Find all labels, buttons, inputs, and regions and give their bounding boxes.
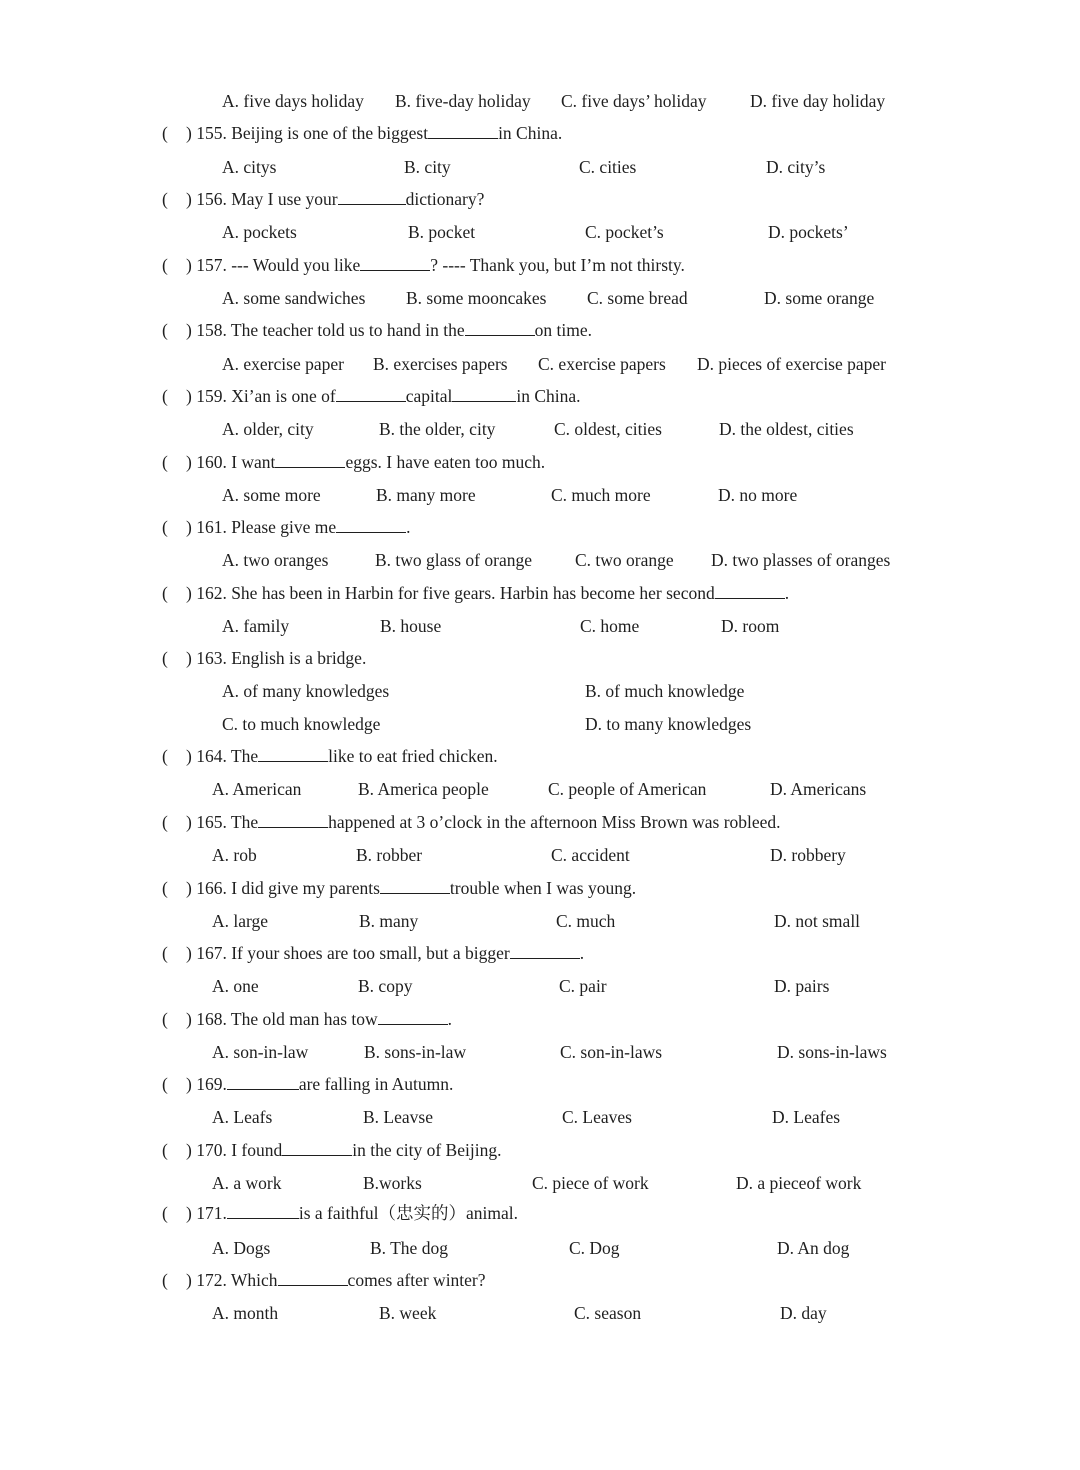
q158-stem: ) 158. The teacher told us to hand in the on time.: [186, 320, 592, 340]
q169-option-b: B. Leavse: [363, 1107, 433, 1127]
q161-option-b: B. two glass of orange: [375, 550, 532, 570]
q160-option-c: C. much more: [551, 485, 651, 505]
q157-option-c: C. some bread: [587, 288, 688, 308]
answer-blank[interactable]: [227, 1203, 299, 1219]
q161-option-a: A. two oranges: [222, 550, 329, 570]
q172-answer-paren[interactable]: (: [162, 1270, 168, 1290]
q167-option-b: B. copy: [358, 976, 413, 996]
q159-option-c: C. oldest, cities: [554, 419, 662, 439]
q156-option-c: C. pocket’s: [585, 222, 664, 242]
q167-stem: ) 167. If your shoes are too small, but a bigger .: [186, 943, 585, 963]
answer-blank[interactable]: [258, 812, 328, 828]
q169-option-d: D. Leafes: [772, 1107, 841, 1127]
q168-option-d: D. sons-in-laws: [777, 1042, 887, 1062]
q157-answer-paren[interactable]: (: [162, 255, 168, 275]
q170-option-c: C. piece of work: [532, 1173, 649, 1193]
q163-option-d: D. to many knowledges: [585, 714, 752, 734]
q157-option-d: D. some orange: [764, 288, 875, 308]
q164-answer-paren[interactable]: (: [162, 746, 168, 766]
q171-option-a: A. Dogs: [212, 1238, 271, 1258]
q165-option-d: D. robbery: [770, 845, 846, 865]
q172-option-c: C. season: [574, 1303, 642, 1323]
q154-option-b: B. five-day holiday: [395, 91, 531, 111]
answer-blank[interactable]: [275, 452, 345, 468]
q160-option-b: B. many more: [376, 485, 476, 505]
q172-option-d: D. day: [780, 1303, 827, 1323]
q171-option-b: B. The dog: [370, 1238, 448, 1258]
q166-option-a: A. large: [212, 911, 269, 931]
q167-answer-paren[interactable]: (: [162, 943, 168, 963]
answer-blank[interactable]: [428, 123, 498, 139]
answer-blank[interactable]: [510, 943, 580, 959]
q157-option-a: A. some sandwiches: [222, 288, 366, 308]
q162-option-b: B. house: [380, 616, 442, 636]
q155-option-c: C. cities: [579, 157, 637, 177]
q164-option-d: D. Americans: [770, 779, 867, 799]
answer-blank[interactable]: [282, 1140, 352, 1156]
q170-option-b: B.works: [363, 1173, 422, 1193]
q166-option-b: B. many: [359, 911, 419, 931]
q166-answer-paren[interactable]: (: [162, 878, 168, 898]
q164-option-c: C. people of American: [548, 779, 707, 799]
q160-answer-paren[interactable]: (: [162, 452, 168, 472]
q159-stem: ) 159. Xi’an is one of capital in China.: [186, 386, 581, 406]
q158-option-b: B. exercises papers: [373, 354, 508, 374]
q159-option-d: D. the oldest, cities: [719, 419, 854, 439]
q168-option-c: C. son-in-laws: [560, 1042, 663, 1062]
q162-stem: ) 162. She has been in Harbin for five gears. Harbin has become her second .: [186, 583, 790, 603]
q171-option-d: D. An dog: [777, 1238, 850, 1258]
q159-option-b: B. the older, city: [379, 419, 496, 439]
q158-option-c: C. exercise papers: [538, 354, 666, 374]
q168-option-a: A. son-in-law: [212, 1042, 309, 1062]
q167-option-c: C. pair: [559, 976, 607, 996]
q169-stem: ) 169. are falling in Autumn.: [186, 1074, 454, 1094]
q172-stem: ) 172. Which comes after winter?: [186, 1270, 486, 1290]
q160-option-d: D. no more: [718, 485, 798, 505]
q170-option-d: D. a pieceof work: [736, 1173, 862, 1193]
q157-option-b: B. some mooncakes: [406, 288, 547, 308]
answer-blank[interactable]: [360, 255, 430, 271]
q155-answer-paren[interactable]: (: [162, 123, 168, 143]
q155-option-a: A. citys: [222, 157, 277, 177]
q155-option-d: D. city’s: [766, 157, 826, 177]
q162-answer-paren[interactable]: (: [162, 583, 168, 603]
q162-option-c: C. home: [580, 616, 640, 636]
answer-blank[interactable]: [278, 1270, 348, 1286]
q156-answer-paren[interactable]: (: [162, 189, 168, 209]
q161-option-c: C. two orange: [575, 550, 674, 570]
answer-blank[interactable]: [227, 1074, 299, 1090]
answer-blank[interactable]: [380, 878, 450, 894]
q170-stem: ) 170. I found in the city of Beijing.: [186, 1140, 502, 1160]
q165-option-a: A. rob: [212, 845, 257, 865]
q167-option-a: A. one: [212, 976, 259, 996]
q164-stem: ) 164. The like to eat fried chicken.: [186, 746, 498, 766]
answer-blank[interactable]: [336, 517, 406, 533]
q169-option-c: C. Leaves: [562, 1107, 632, 1127]
q163-option-a: A. of many knowledges: [222, 681, 390, 701]
q161-stem: ) 161. Please give me .: [186, 517, 411, 537]
q160-option-a: A. some more: [222, 485, 321, 505]
q161-answer-paren[interactable]: (: [162, 517, 168, 537]
answer-blank[interactable]: [336, 386, 406, 402]
q155-option-b: B. city: [404, 157, 451, 177]
q154-option-a: A. five days holiday: [222, 91, 364, 111]
q166-option-c: C. much: [556, 911, 616, 931]
q170-option-a: A. a work: [212, 1173, 282, 1193]
q163-stem: ) 163. English is a bridge.: [186, 648, 367, 668]
q161-option-d: D. two plasses of oranges: [711, 550, 891, 570]
q172-option-b: B. week: [379, 1303, 437, 1323]
answer-blank[interactable]: [378, 1009, 448, 1025]
q156-option-d: D. pockets’: [768, 222, 849, 242]
q165-option-c: C. accident: [551, 845, 630, 865]
q166-stem: ) 166. I did give my parents trouble when I was young.: [186, 878, 637, 898]
answer-blank[interactable]: [465, 320, 535, 336]
answer-blank[interactable]: [258, 746, 328, 762]
q158-option-a: A. exercise paper: [222, 354, 344, 374]
q162-option-a: A. family: [222, 616, 290, 636]
q171-stem: ) 171. is a faithful（忠实的）animal.: [186, 1203, 519, 1223]
q171-option-c: C. Dog: [569, 1238, 620, 1258]
q168-option-b: B. sons-in-law: [364, 1042, 467, 1062]
q159-answer-paren[interactable]: (: [162, 386, 168, 406]
q168-stem: ) 168. The old man has tow .: [186, 1009, 453, 1029]
q166-option-d: D. not small: [774, 911, 861, 931]
q163-answer-paren[interactable]: (: [162, 648, 168, 668]
q167-option-d: D. pairs: [774, 976, 830, 996]
q165-stem: ) 165. The happened at 3 o’clock in the afternoon Miss Brown was robleed.: [186, 812, 781, 832]
q170-answer-paren[interactable]: (: [162, 1140, 168, 1160]
q163-option-c: C. to much knowledge: [222, 714, 381, 734]
q159-option-a: A. older, city: [222, 419, 314, 439]
q157-stem: ) 157. --- Would you like ? ---- Thank you, but I’m not thirsty.: [186, 255, 685, 275]
q169-option-a: A. Leafs: [212, 1107, 273, 1127]
q156-stem: ) 156. May I use your dictionary?: [186, 189, 485, 209]
q155-stem: ) 155. Beijing is one of the biggest in China.: [186, 123, 563, 143]
q156-option-a: A. pockets: [222, 222, 297, 242]
q164-option-a: A. American: [212, 779, 302, 799]
q168-answer-paren[interactable]: (: [162, 1009, 168, 1029]
q169-answer-paren[interactable]: (: [162, 1074, 168, 1094]
q158-answer-paren[interactable]: (: [162, 320, 168, 340]
q154-option-c: C. five days’ holiday: [561, 91, 707, 111]
q165-answer-paren[interactable]: (: [162, 812, 168, 832]
q165-option-b: B. robber: [356, 845, 423, 865]
answer-blank[interactable]: [338, 189, 406, 205]
q158-option-d: D. pieces of exercise paper: [697, 354, 886, 374]
answer-blank[interactable]: [452, 386, 516, 402]
q154-option-d: D. five day holiday: [750, 91, 886, 111]
q163-option-b: B. of much knowledge: [585, 681, 745, 701]
q172-option-a: A. month: [212, 1303, 279, 1323]
answer-blank[interactable]: [715, 583, 785, 599]
q160-stem: ) 160. I want eggs. I have eaten too much.: [186, 452, 546, 472]
q162-option-d: D. room: [721, 616, 780, 636]
q156-option-b: B. pocket: [408, 222, 476, 242]
q171-answer-paren[interactable]: (: [162, 1203, 168, 1223]
q164-option-b: B. America people: [358, 779, 489, 799]
